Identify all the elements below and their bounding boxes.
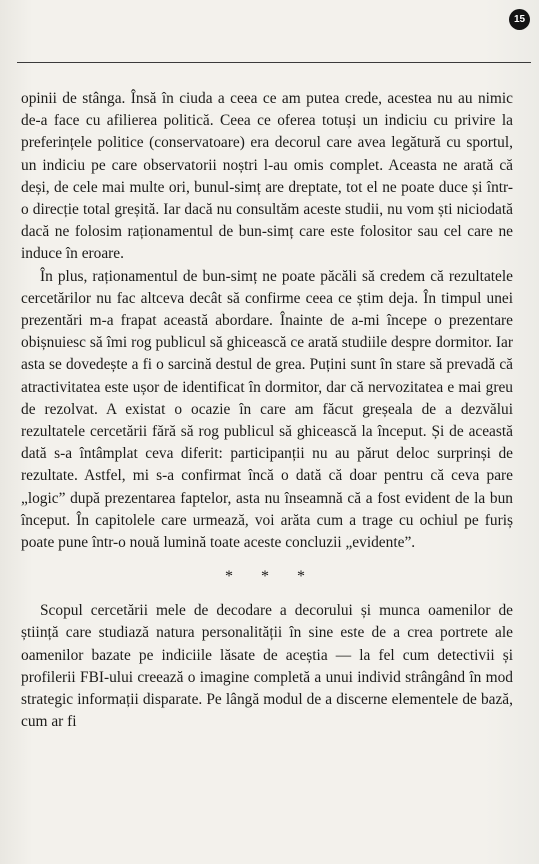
page-number-badge: 15 bbox=[509, 9, 530, 30]
paragraph: În plus, raționamentul de bun-simț ne poate păcăli să credem că rezultatele cercetărilor nu fac altceva decât să confirme ceea ce știm deja. În timpul unei prezentări m-a frapat această abordare. Înainte de a-mi începe o prezentare obișnuiesc să îmi rog publicul să ghicească ce arată studiile despre dormitor. Iar asta se dovedește a fi o sarcină destul de grea. Puțini sunt în stare să prevadă că atractivitatea este ușor de identificat în dormitor, dar că nervozitatea e mai greu de rezolvat. A existat o ocazie în care am făcut greșeala de a dezvălui rezultatele cercetării fără să rog publicul să ghicească la început. Și de această dată s-a întâmplat ceva diferit: participanții nu au părut deloc surprinși de rezultate. Astfel, mi s-a confirmat încă o dată că doar pentru că ceva pare „logic” după prezentarea faptelor, asta nu înseamnă că a fost evident de la bun început. În capitolele care urmează, voi arăta cum a trage cu ochiul pe furiș poate pune într-o nouă lumină toate aceste concluzii „evidente”. bbox=[21, 267, 513, 552]
paragraph: Scopul cercetării mele de decodare a decorului și munca oamenilor de știință care studiază natura personalității în sine este de a crea portrete ale oamenilor bazate pe indiciile lăsate de aceștia — la fel cum detectivii și profilerii FBI-ului creează o imagine completă a unui individ strângând în mod strategic informații disparate. Pe lângă modul de a discerne elementele de bază, cum ar fi bbox=[21, 602, 513, 731]
header-rule bbox=[17, 62, 531, 63]
running-header bbox=[130, 10, 450, 26]
body-text bbox=[21, 88, 513, 733]
section-separator: * * * bbox=[225, 568, 317, 586]
paragraph-continuation: opinii de stânga. Însă în ciuda a ceea ce am putea crede, acestea nu au nimic de-a face cu afilierea politică. Ceea ce oferea totuși un indiciu cu privire la preferințele politice (conservatoare) era decorul care avea legătură cu sportul, un indiciu pe care observatorii noștri l-au omis complet. Aceasta ne arată că deși, de cele mai multe ori, bunul-simț are dreptate, tot el ne poate duce și într-o direcție total greșită. Iar dacă nu consultăm aceste studii, nu vom ști niciodată dacă ne folosim raționamentul de bun-simț care este folositor sau cel care ne induce în eroare. bbox=[21, 90, 513, 263]
